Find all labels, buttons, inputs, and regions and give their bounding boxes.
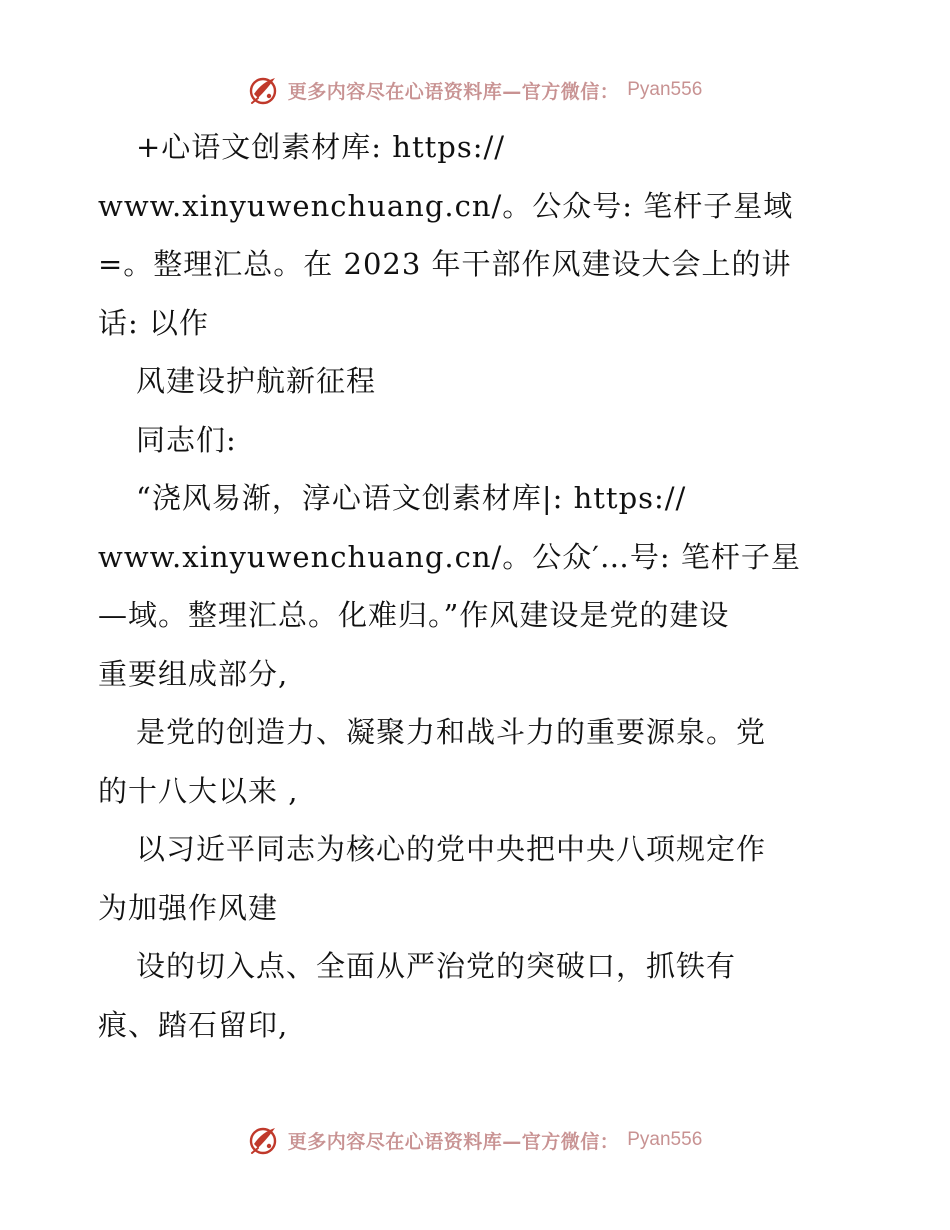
text-line: 风建设护航新征程 <box>136 364 377 398</box>
header-watermark-banner <box>0 70 950 110</box>
header-watermark-id: Pyan556 <box>627 79 703 100</box>
text-line: www.xinyuwenchuang.cn/。公众′…号: 笔杆子星 <box>98 539 801 574</box>
text-line: 的十八大以来 , <box>98 773 299 808</box>
pen-logo-icon <box>248 74 280 106</box>
text-line: 为加强作风建 <box>98 890 279 925</box>
header-watermark-text: 更多内容尽在心语资料库—官方微信： <box>287 80 620 103</box>
footer-watermark-text: 更多内容尽在心语资料库—官方微信： <box>287 1130 620 1153</box>
text-line: 设的切入点、全面从严治党的突破口，抓铁有 <box>136 949 737 983</box>
text-line: 以习近平同志为核心的党中央把中央八项规定作 <box>136 832 767 866</box>
text-line: 痕、踏石留印, <box>98 1007 289 1042</box>
document-body <box>98 118 868 1054</box>
text-line: 是党的创造力、凝聚力和战斗力的重要源泉。党 <box>136 715 767 749</box>
text-line: “浇风易渐，淳心语文创素材库|: https:// <box>136 481 687 515</box>
footer-watermark-id: Pyan556 <box>627 1129 703 1150</box>
text-line: 重要组成部分, <box>98 656 289 691</box>
text-line: —域。整理汇总。化难归。”作风建设是党的建设 <box>98 598 730 632</box>
footer-watermark-banner <box>0 1120 950 1160</box>
text-line: =。整理汇总。在 2023 年干部作风建设大会上的讲 <box>98 247 792 281</box>
text-line: 同志们: <box>136 422 237 457</box>
text-line: 话: 以作 <box>98 305 209 340</box>
pen-logo-icon <box>248 1124 280 1156</box>
text-line: www.xinyuwenchuang.cn/。公众号: 笔杆子星域 <box>98 188 794 223</box>
text-line: +心语文创素材库: https:// <box>136 130 506 164</box>
